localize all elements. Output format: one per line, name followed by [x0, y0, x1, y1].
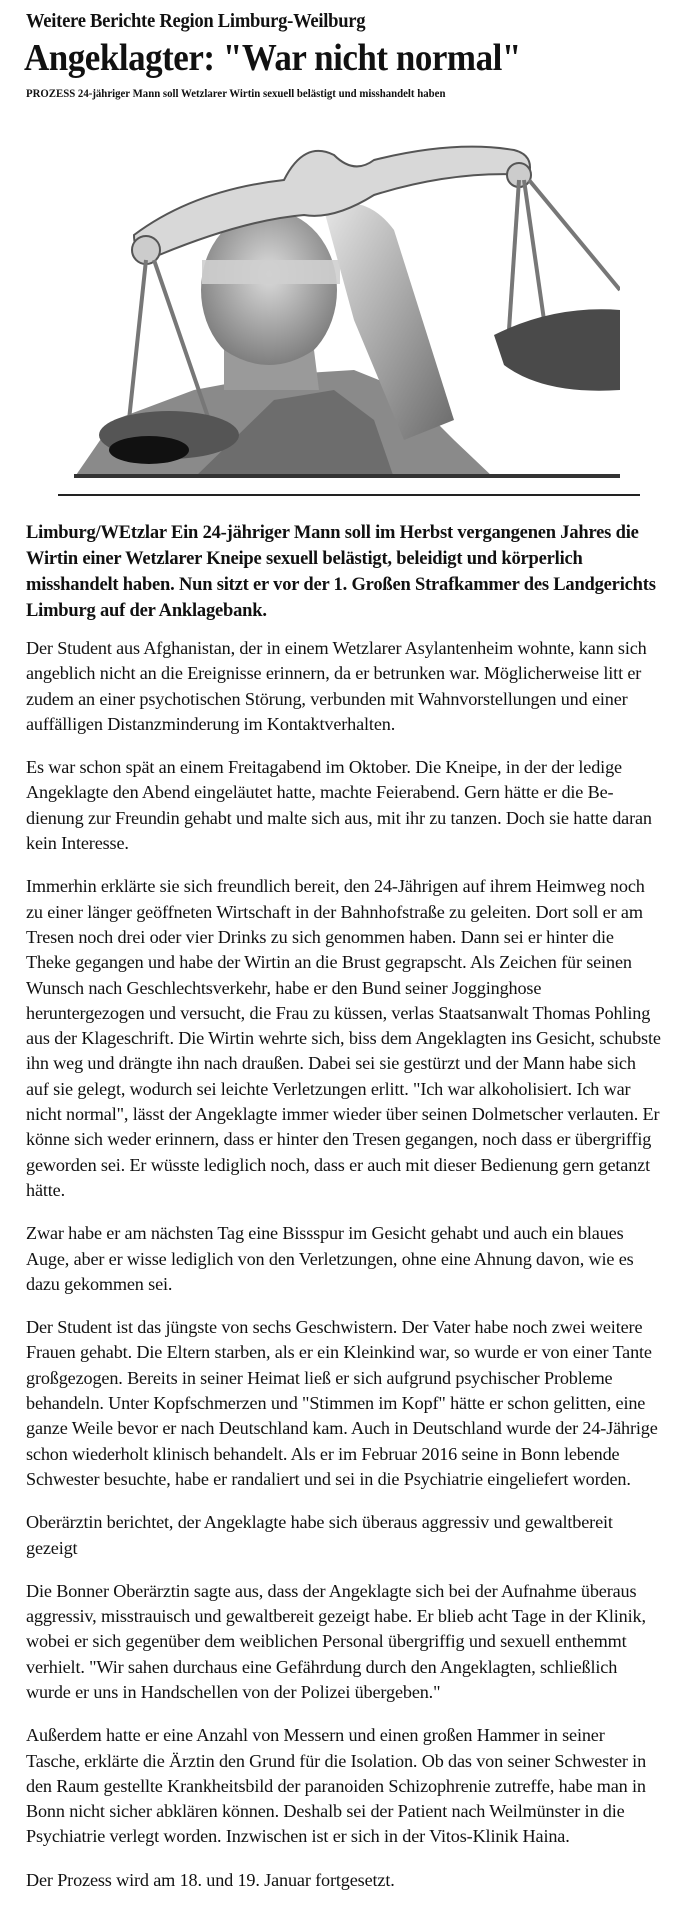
justitia-scales-image	[74, 120, 620, 478]
article-lead: Limburg/WEtzlar Ein 24-jähriger Mann soll im Herbst vergangenen Jahres die Wirtin einer Wetzlarer Kneipe sexuell belästigt, beleidigt und körperlich misshandelt haben. Nun sitzt er vor der 1. Großen Strafkammer des Landgerichts Limburg auf der Anklagebank.	[26, 523, 656, 621]
article-paragraph: Die Bonner Oberärztin sagte aus, dass der Angeklagte sich bei der Aufnahme überaus aggressiv, misstrauisch und gewaltbereit gezeigt habe. Er blieb acht Tage in der Klinik, wobei er sich gegenüber dem weiblichen Personal übergriffig und sexuell enthemmt verhielt. "Wir sahen durchaus eine Gefährdung durch den Angeklagten, schließlich wurde er uns in Handschellen von der Polizei übergeben."	[26, 1580, 646, 1702]
article-intertitle: Oberärztin berichtet, der Angeklagte habe sich überaus aggressiv und gewaltbereit gezeigt	[26, 1512, 613, 1558]
article-closing: Der Prozess wird am 18. und 19. Januar fortgesetzt.	[26, 1869, 395, 1890]
section-label: Weitere Berichte Region Limburg-Weilburg	[26, 10, 366, 32]
article-paragraph: Außerdem hatte er eine Anzahl von Messern und einen großen Hammer in seiner Tasche, erklärte die Ärztin den Grund für die Isolation. Ob das von seiner Schwester in den Raum gestellte Krankheitsbild der paranoiden Schizophrenie zutreffe, habe man in Bonn nicht sicher abklären können. Deshalb sei der Patient nach Weilmünster in die Psychiatrie verlegt worden. Inzwischen ist er sich in der Vitos-Klinik Haina.	[26, 1725, 647, 1847]
article-body	[26, 520, 662, 1911]
article-paragraph: Es war schon spät an einem Freitagabend im Oktober. Die Kneipe, in der der ledige Angeklagte den Abend eingeläutet hatte, machte Feierabend. Gern hätte er die Bedienung zur Freundin gehabt und malte sich aus, mit ihr zu tanzen. Doch sie hatte daran kein Interesse.	[26, 757, 652, 854]
article-paragraph: Der Student aus Afghanistan, der in einem Wetzlarer Asylantenheim wohnte, kann sich angeblich nicht an die Ereignisse erinnern, da er betrunken war. Möglicherweise litt er zudem an einer psychotischen Störung, verbunden mit Wahnvorstellungen und einer auffälligen Distanzminderung im Kontaktverhalten.	[26, 638, 647, 734]
article-paragraph: Der Student ist das jüngste von sechs Geschwistern. Der Vater habe noch zwei weitere Frauen gehabt. Die Eltern starben, als er ein Kleinkind war, so wurde er von einer Tante großgezogen. Bereits in seiner Heimat ließ er sich aufgrund psychischer Probleme behandeln. Unter Kopfschmerzen und "Stimmen im Kopf" hätte er schon gelitten, eine ganze Weile bevor er nach Deutschland kam. Auch in Deutschland wurde der 24-Jährige schon wiederholt klinisch behandelt. Als er im Februar 2016 seine in Bonn lebende Schwester besuchte, habe er randaliert und sei in die Psychiatrie eingeliefert worden.	[26, 1317, 658, 1489]
headline: Angeklagter: "War nicht normal"	[24, 37, 521, 79]
article-paragraph: Zwar habe er am nächsten Tag eine Bissspur im Gesicht gehabt und auch ein blaues Auge, aber er wisse lediglich von den Verletzungen, ohne eine Ahnung davon, wie es dazu gekommen sei.	[26, 1223, 634, 1294]
subheadline: PROZESS 24-jähriger Mann soll Wetzlarer Wirtin sexuell belästigt und misshandelt haben	[26, 86, 446, 100]
divider-rule	[58, 494, 640, 496]
article-paragraph: Immerhin erklärte sie sich freundlich bereit, den 24-Jährigen auf ihrem Heimweg noch zu einer länger geöffneten Wirtschaft in der Bahnhofstraße zu geleiten. Dort soll er am Tresen noch drei oder vier Drinks zu sich genommen haben. Dann sei er hinter die Theke gegangen und habe der Wirtin an die Brust gegrapscht. Als Zeichen für seinen Wunsch nach Geschlechtsverkehr, habe er den Bund seiner Jogginghose heruntergezogen und versucht, die Frau zu küssen, verlas Staatsanwalt Thomas Pohling aus der Klageschrift. Die Wirtin wehrte sich, biss dem Angeklagten ins Gesicht, schubste ihn weg und drängte ihn nach draußen. Dabei sei sie gestürzt und der Mann habe sich auf sie gelegt, wodurch sei leichte Verletzungen erlitt. "Ich war alkoholisiert. Ich war nicht normal", lässt der Angeklagte immer wieder über seinen Dolmetscher verlauten. Er könne sich weder erinnern, dass er hinter den Tresen gegangen, noch dass er übergriffig geworden sei. Er wüsste lediglich noch, dass er auch mit dieser Bedienung gern getanzt hätte.	[26, 876, 661, 1200]
